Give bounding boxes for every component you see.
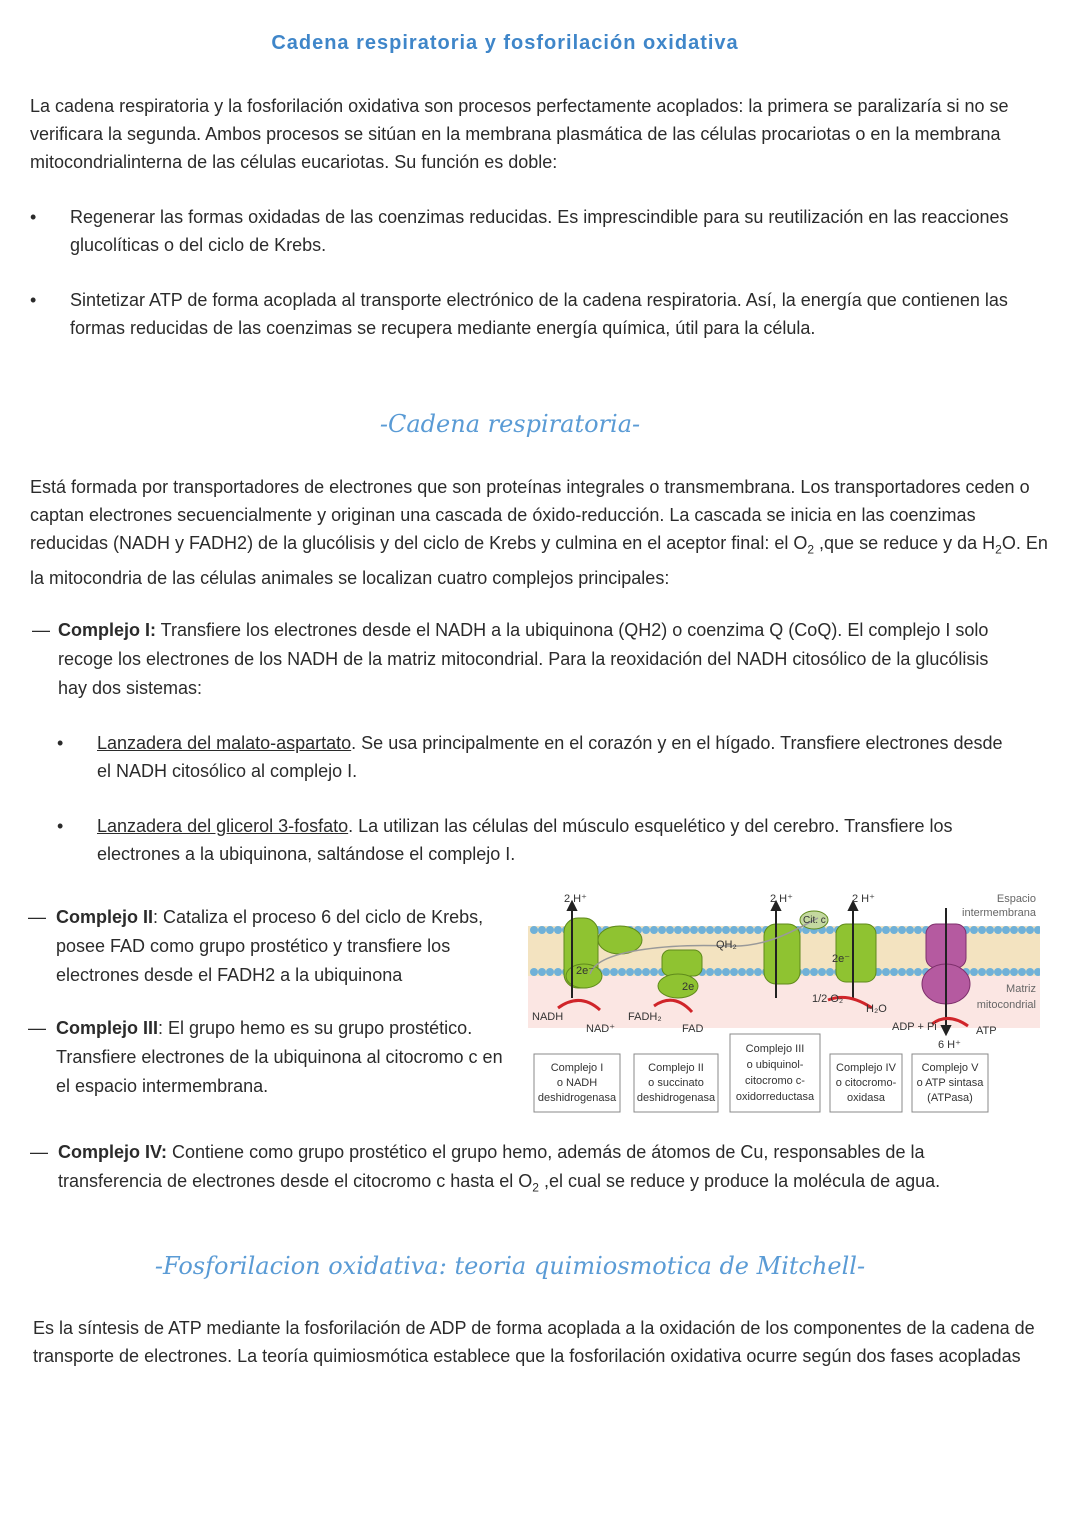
fad-label: FAD <box>682 1023 704 1035</box>
box-line: Complejo V <box>921 1062 979 1074</box>
intro-paragraph: La cadena respiratoria y la fosforilación oxidativa son procesos perfectamente acoplados: la primera se paralizaría si no se verificara la segunda. Ambos procesos se sitúan en la membrana plasmática de las células procariotas o en la membrana mitocondrialinterna de las células eucariotas. Su función es doble: <box>30 96 1009 172</box>
box-line: citocromo c- <box>745 1075 805 1087</box>
box-line: o citocromo- <box>835 1077 897 1089</box>
page-title: Cadena respiratoria y fosforilación oxidativa <box>271 32 739 54</box>
proton-label: 2 H⁺ <box>770 893 793 905</box>
intermembrane-label: intermembrana <box>962 907 1036 919</box>
complex-2-label: Complejo II <box>56 907 154 927</box>
complex-3-label: Complejo III <box>56 1018 159 1038</box>
box-line: o succinato <box>648 1077 704 1089</box>
section-heading-chain: -Cadena respiratoria- <box>379 410 641 438</box>
h2o-label: H₂O <box>866 1003 887 1015</box>
matrix-label: Matriz <box>1006 983 1036 995</box>
atp-label: ATP <box>976 1025 997 1037</box>
qh2-label: QH₂ <box>716 939 737 951</box>
box-line: Complejo III <box>745 1043 805 1055</box>
electron-transport-chain-diagram <box>528 888 1040 1118</box>
proton-label: 6 H⁺ <box>938 1039 961 1051</box>
function-text: Regenerar las formas oxidadas de las coenzimas reducidas. Es imprescindible para su reutilización en las reacciones glucolíticas o del ciclo de Krebs. <box>70 207 1009 255</box>
chain-intro-paragraph: Está formada por transportadores de electrones que son proteínas integrales o transmembrana. Los transportadores ceden o captan electrones secuencialmente y originan una cascada de óxido-reducción. La cascada se inicia en las coenzimas reducidas (NADH y FADH2) de la glucólisis y del ciclo de Krebs y culmina en el aceptor final: el $O_2$ ,que se reduce y da $H_2O$. En la mitocondria de las células animales se localizan cuatro complejos principales: <box>30 477 1048 588</box>
shuttle-name: Lanzadera del malato-aspartato <box>97 733 352 753</box>
complex-1-label: Complejo I: <box>58 620 156 640</box>
electron-label: 2e <box>682 981 695 993</box>
proton-label: 2 H⁺ <box>564 893 587 905</box>
shuttle-name: Lanzadera del glicerol 3-fosfato <box>97 816 349 836</box>
o2-label: 1/2 O₂ <box>812 993 844 1005</box>
complex-4-label: Complejo IV: <box>58 1142 168 1162</box>
box-line: (ATPasa) <box>927 1092 973 1104</box>
electron-label: 2e⁻ <box>576 965 595 977</box>
intermembrane-label: Espacio <box>996 893 1036 905</box>
proton-label: 2 H⁺ <box>852 893 875 905</box>
box-line: deshidrogenasa <box>636 1092 716 1104</box>
phosphorylation-paragraph: Es la síntesis de ATP mediante la fosforilación de ADP de forma acoplada a la oxidación de los componentes de la cadena de transporte de electrones. La teoría quimiosmótica establece que la fosforilación oxidativa ocurre según dos fases acopladas <box>33 1318 1035 1366</box>
box-line: Complejo I <box>550 1062 604 1074</box>
section-heading-phosphorylation: -Fosforilacion oxidativa: teoria quimiosmotica de Mitchell- <box>154 1252 866 1280</box>
box-line: o ubiquinol- <box>746 1059 804 1071</box>
matrix-label: mitocondrial <box>976 999 1036 1011</box>
nadh-label: NADH <box>532 1011 564 1023</box>
cytc-label: Cit. c <box>803 915 826 926</box>
box-line: oxidorreductasa <box>735 1091 815 1103</box>
fadh2-label: FADH₂ <box>628 1011 662 1023</box>
box-line: o NADH <box>556 1077 598 1089</box>
box-line: Complejo IV <box>836 1062 896 1074</box>
complex-2-shape <box>658 950 702 998</box>
function-text: Sintetizar ATP de forma acoplada al transporte electrónico de la cadena respiratoria. Así, la energía que contienen las formas reducidas de las coenzimas se recupera mediante energía química, útil para la célula. <box>70 290 1008 338</box>
box-line: Complejo II <box>648 1062 704 1074</box>
adp-label: ADP + Pi <box>892 1021 937 1033</box>
box-line: deshidrogenasa <box>537 1092 617 1104</box>
nad-label: NAD⁺ <box>586 1023 616 1035</box>
box-line: oxidasa <box>847 1092 885 1104</box>
box-line: o ATP sintasa <box>916 1077 984 1089</box>
electron-label: 2e⁻ <box>832 953 851 965</box>
